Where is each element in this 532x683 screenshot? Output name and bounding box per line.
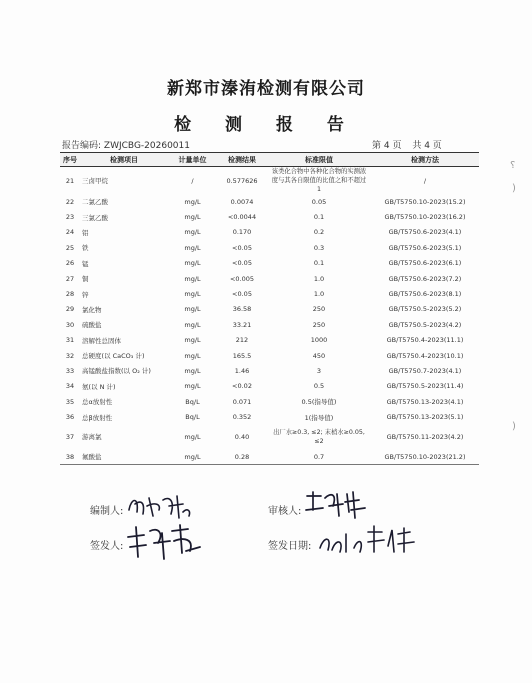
table-cell: 27 [65,274,75,283]
table-row [60,348,479,363]
signer-signature [124,523,204,563]
scan-edge-mark: ⸮ [510,160,516,171]
report-title: 检 测 报 告 [174,115,358,135]
table-cell: 23 [65,213,75,222]
table-cell: 三氯乙酸 [82,213,108,222]
table-cell: Bq/L [185,413,200,422]
table-cell: 游离氯 [82,433,102,442]
column-header: 序号 [60,153,80,167]
table-cell: 33.21 [232,320,252,329]
table-cell: mg/L [184,228,201,237]
table-cell: 总α放射性 [82,398,113,407]
table-row [60,449,479,465]
table-cell: mg/L [184,274,201,283]
table-cell: 0.05 [311,197,327,206]
table-row [60,240,479,255]
reviewer-signature [303,488,373,522]
table-row [60,286,479,301]
table-cell: 高锰酸盐指数(以 O₂ 计) [82,367,151,376]
table-cell: 250 [312,305,326,314]
table-cell: 氨(以 N 计) [82,382,116,391]
table-cell: mg/L [184,382,201,391]
table-cell: 氯化物 [82,305,102,314]
compiler-signature [125,490,195,522]
table-cell: GB/T5750.10-2023(21.2) [371,449,479,465]
table-cell: GB/T5750.6-2023(6.1) [388,259,462,268]
company-name: 新郑市溱洧检测有限公司 [167,79,365,99]
table-cell: <0.02 [232,382,252,391]
table-cell: / [423,176,427,185]
table-cell: 450 [312,351,326,360]
report-number-label: 报告编码: [62,141,102,151]
table-cell: 0.3 [313,243,325,252]
table-cell: 铁 [82,244,89,253]
table-cell: GB/T5750.7-2023(4.1) [388,366,462,375]
table-cell: 31 [65,336,75,345]
table-cell: mg/L [184,197,201,206]
table-cell: 25 [65,243,75,252]
table-cell: 36 [65,413,75,422]
table-cell: GB/T5750.10-2023(16.2) [384,213,466,222]
table-row [60,333,479,348]
table-cell: 总硬度(以 CaCO₃ 计) [82,352,145,361]
table-cell: mg/L [184,320,201,329]
table-cell: 0.577626 [226,176,258,185]
compiler-label: 编制人: [90,506,124,517]
page-current: 第 4 页 [372,141,402,151]
handwritten-sign-date [316,522,422,558]
scan-edge-mark: ) [512,421,516,432]
table-cell: 0.170 [232,228,252,237]
table-cell: 锰 [82,259,89,268]
table-cell: GB/T5750.13-2023(4.1) [386,397,464,406]
table-cell: 0.071 [232,397,252,406]
table-cell: 氟酸盐 [80,449,168,465]
table-cell: 36.58 [232,305,252,314]
table-row [60,409,479,424]
table-row [60,209,479,224]
table-row [60,271,479,286]
column-header: 计量单位 [168,153,217,167]
column-header: 检测结果 [217,153,267,167]
results-table [60,152,479,465]
table-cell: 0.7 [267,449,371,465]
table-cell: 0.0074 [230,197,254,206]
table-cell: mg/L [184,351,201,360]
table-cell: 铜 [82,275,89,284]
page-total: 共 4 页 [412,141,442,151]
table-cell: mg/L [168,449,217,465]
table-cell: <0.0044 [227,213,257,222]
table-cell: 250 [312,320,326,329]
table-cell: 0.1 [313,213,325,222]
table-cell: mg/L [184,336,201,345]
table-cell: GB/T5750.6-2023(7.2) [388,274,462,283]
table-cell: GB/T5750.6-2023(5.1) [388,243,462,252]
table-cell: 33 [65,366,75,375]
column-header: 标准限值 [267,153,371,167]
table-cell: 35 [65,397,75,406]
table-cell: 溶解性总固体 [82,336,121,345]
table-cell: 三卤甲烷 [82,177,108,185]
table-cell: / [191,176,194,185]
table-cell: 22 [65,197,75,206]
column-header: 检测方法 [371,153,479,167]
table-cell: GB/T5750.4-2023(10.1) [386,351,464,360]
table-cell: GB/T5750.13-2023(5.1) [386,413,464,422]
table-cell: GB/T5750.5-2023(4.2) [388,320,462,329]
table-cell: GB/T5750.5-2023(5.2) [388,305,462,314]
table-cell: 0.1 [313,259,325,268]
table-cell: mg/L [184,432,201,441]
table-cell: mg/L [184,213,201,222]
table-cell: 硫酸盐 [82,321,102,330]
table-cell: 38 [60,449,80,465]
table-cell: GB/T5750.6-2023(4.1) [388,228,462,237]
table-cell: 24 [65,228,75,237]
table-cell: 0.2 [313,228,325,237]
table-cell: 0.352 [232,413,252,422]
table-cell: 212 [235,336,249,345]
table-cell: 28 [65,290,75,299]
table-cell: 二氯乙酸 [82,198,108,207]
table-cell: GB/T5750.6-2023(8.1) [388,290,462,299]
table-row [60,363,479,378]
scan-edge-mark: ) [512,183,516,194]
table-cell: 0.5(指导值) [301,398,337,407]
sign-date-label: 签发日期: [268,541,312,552]
table-cell: 锌 [82,290,89,299]
table-cell: 0.28 [217,449,267,465]
table-cell: mg/L [184,259,201,268]
table-cell: 21 [65,176,75,185]
table-cell: mg/L [184,243,201,252]
table-cell: 34 [65,382,75,391]
table-cell: 1.0 [313,274,325,283]
table-cell: GB/T5750.11-2023(4.2) [386,432,464,441]
table-cell: 1(指导值) [304,413,334,422]
table-cell: GB/T5750.10-2023(15.2) [384,197,466,206]
table-cell: 0.40 [234,432,250,441]
table-cell: 0.5 [313,382,325,391]
table-cell: 铝 [82,228,89,237]
table-cell: <0.05 [232,290,252,299]
table-row [60,256,479,271]
table-cell: 165.5 [232,351,252,360]
table-cell: 37 [65,432,75,441]
table-row [60,167,479,195]
table-cell: 1000 [310,336,328,345]
table-row [60,394,479,409]
table-cell: 32 [65,351,75,360]
table-cell: <0.05 [232,243,252,252]
table-cell: mg/L [184,305,201,314]
table-row [60,379,479,394]
table-cell: 29 [65,305,75,314]
table-cell: 1.0 [313,290,325,299]
table-row [60,194,479,209]
report-number-value: ZWJCBG-20260011 [103,141,190,151]
table-cell: 出厂水≥0.3, ≤2; 末梢水≥0.05, ≤2 [273,428,365,445]
table-row [60,317,479,332]
table-cell: 1.46 [234,366,250,375]
table-cell: GB/T5750.4-2023(11.1) [386,336,464,345]
reviewer-label: 审核人: [268,506,302,517]
page-indicator [372,138,450,151]
column-header: 检测项目 [80,153,168,167]
table-cell: 总β放射性 [82,413,113,422]
table-cell: 该类化合物中各种化合物的实测浓度与其各自限值的比值之和不超过 1 [271,168,367,193]
signer-label: 签发人: [90,541,124,552]
table-header-row [60,153,479,167]
table-cell: <0.005 [229,274,255,283]
table-row [60,225,479,240]
table-cell: 30 [65,320,75,329]
table-cell: GB/T5750.5-2023(11.4) [386,382,464,391]
table-row [60,302,479,317]
table-cell: 26 [65,259,75,268]
table-cell: <0.05 [232,259,252,268]
table-cell: mg/L [184,290,201,299]
table-cell: 3 [316,366,322,375]
table-row [60,425,479,449]
table-cell: Bq/L [185,397,200,406]
report-number [62,138,190,151]
table-cell: mg/L [184,366,201,375]
